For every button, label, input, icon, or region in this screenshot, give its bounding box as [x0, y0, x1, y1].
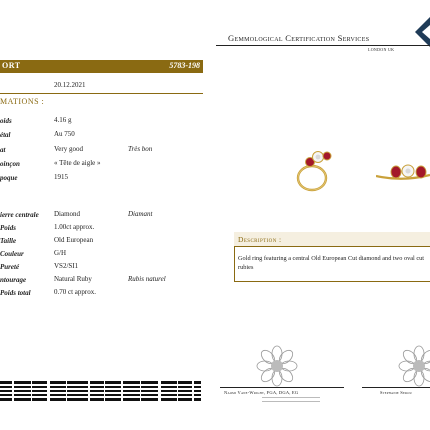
title-underline — [216, 45, 430, 46]
report-label: ORT — [2, 61, 21, 70]
stone-value: Natural Ruby — [54, 275, 92, 283]
info-label: oids — [0, 117, 12, 125]
stone-label: Taille — [0, 237, 17, 245]
signature-line-right — [362, 387, 430, 388]
report-date: 20.12.2021 — [54, 81, 86, 89]
stone-label: Poids — [0, 224, 16, 232]
stone-value: VS2/SI1 — [54, 262, 79, 270]
signature-subtext-line — [262, 401, 320, 402]
info-label: at — [0, 146, 6, 154]
info-note: Très bon — [128, 145, 153, 153]
section-title: MATIONS : — [0, 97, 45, 106]
report-number: 5783-198 — [169, 61, 200, 70]
stone-label: Pureté — [0, 263, 20, 271]
certification-subtitle: LONDON UK — [368, 47, 395, 52]
certification-title: Gemmological Certification Services — [228, 33, 370, 43]
info-value: 4.16 g — [54, 116, 72, 124]
stone-label: Poids total — [0, 289, 31, 297]
info-label: poque — [0, 174, 18, 182]
stone-note: Diamant — [128, 210, 153, 218]
description-title: Description : — [238, 235, 282, 244]
report-header-bar — [0, 60, 203, 73]
flower-emblem-icon — [256, 345, 298, 387]
info-value: « Tête de aigle » — [54, 159, 101, 167]
ring-photo-angled — [294, 146, 342, 194]
ring-photo-top — [376, 158, 430, 184]
signature-name-right: Stephanie Serou — [380, 390, 412, 395]
stone-label: Couleur — [0, 250, 24, 258]
info-value: 1915 — [54, 173, 68, 181]
stone-value: G/H — [54, 249, 67, 257]
signature-line-left — [220, 387, 344, 388]
stone-label: ntourage — [0, 276, 27, 284]
barcode — [0, 381, 201, 401]
stone-value: 1.00ct approx. — [54, 223, 95, 231]
gcs-logo-icon — [415, 17, 430, 47]
info-label: oinçon — [0, 160, 20, 168]
stone-label: ierre centrale — [0, 211, 39, 219]
stone-value: Diamond — [54, 210, 81, 218]
flower-emblem-icon — [398, 345, 430, 387]
info-value: Very good — [54, 145, 83, 153]
stone-value: Old European — [54, 236, 94, 244]
signature-subtext-line — [262, 397, 320, 398]
info-label: étal — [0, 131, 11, 139]
stone-value: 0.70 ct approx. — [54, 288, 96, 296]
divider — [0, 93, 203, 94]
info-value: Au 750 — [54, 130, 75, 138]
description-text: Gold ring featuring a central Old European Cut diamond and two oval cut rubies — [238, 255, 425, 271]
signature-name-left: Naomi Vane-Wright, FGA, DGA, EG — [224, 390, 299, 395]
stone-note: Rubis naturel — [128, 275, 166, 283]
